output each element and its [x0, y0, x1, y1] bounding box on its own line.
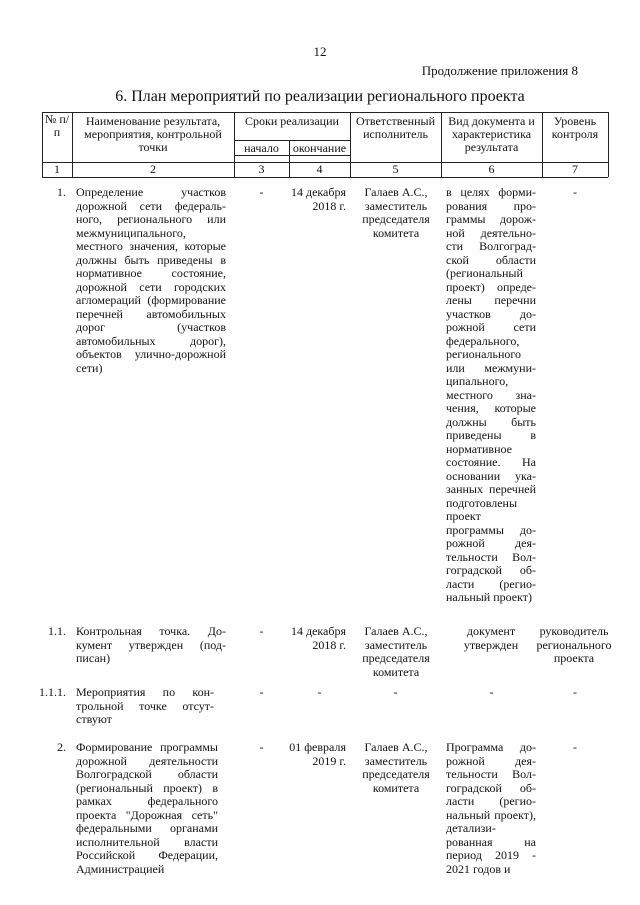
- row-start: -: [259, 740, 264, 754]
- row-start: -: [259, 685, 264, 699]
- col-number: 1: [54, 162, 60, 176]
- col-number: 6: [488, 162, 495, 176]
- row-end: 01 февраля 2019 г.: [289, 740, 346, 768]
- row-end: 14 декабря 2018 г.: [290, 185, 346, 213]
- header-doc: Вид документа и характеристика результата: [448, 114, 535, 154]
- row-executor: -: [393, 685, 398, 699]
- row-name: Определение участков дорожной сети федерального, регионального или межмуниципального, местного значения, которые должны быть приведены в нормативное состояние, дорожной сети городских агломераций (формирование перечней автомобильных дорог (участков автомобильных дорог), объектов улично-дорожной сети): [76, 185, 226, 375]
- header-num: № п/п: [44, 112, 70, 139]
- header-name: Наименование результата, мероприятия, контрольной точки: [84, 114, 222, 154]
- page-number: 12: [313, 44, 327, 59]
- header-control: Уровень контроля: [551, 114, 599, 141]
- row-control: -: [573, 685, 577, 699]
- row-num: 1.1.: [48, 624, 66, 638]
- row-start: -: [259, 624, 264, 638]
- row-name: Контрольная точка. Документ утвержден (подписан): [76, 624, 226, 665]
- header-end: окончание: [292, 141, 347, 155]
- row-control: -: [573, 740, 577, 754]
- header-start: начало: [244, 141, 279, 155]
- row-name: Формирование программы дорожной деятельности Волгоградской области (региональный проект) в рамках федерального проекта "Дорожная сеть" федеральными органами исполнительной власти Российской Федерации, Администрацией: [76, 740, 218, 876]
- col-number: 4: [316, 162, 323, 176]
- col-number: 2: [150, 162, 156, 176]
- col-number: 5: [392, 162, 399, 176]
- col-number: 7: [572, 162, 578, 176]
- row-executor: Галаев А.С., заместитель председателя комитета: [362, 624, 430, 679]
- row-num: 2.: [57, 740, 66, 754]
- appendix-note: Продолжение приложения 8: [421, 63, 578, 78]
- row-end: 14 декабря 2018 г.: [290, 624, 346, 652]
- row-doc: Программа дорожной деятельности Волгоградской области (региональный проект), детализированная на период 2019 - 2021 годов и: [446, 740, 536, 876]
- row-executor: Галаев А.С., заместитель председателя комитета: [362, 740, 430, 795]
- row-name: Мероприятия по контрольной точке отсутствуют: [76, 685, 214, 726]
- row-control: руководитель регионального проекта: [536, 624, 612, 665]
- page-title: 6. План мероприятий по реализации регионального проекта: [115, 88, 525, 105]
- row-control: -: [573, 185, 577, 199]
- row-doc: документ утвержден: [463, 624, 519, 652]
- row-doc: -: [489, 685, 494, 699]
- row-executor: Галаев А.С., заместитель председателя комитета: [362, 185, 430, 240]
- header-terms: Сроки реализации: [245, 114, 339, 128]
- header-executor: Ответственный исполнитель: [355, 114, 436, 141]
- row-end: -: [317, 685, 322, 699]
- row-num: 1.1.1.: [39, 685, 66, 699]
- row-start: -: [259, 185, 264, 199]
- row-doc: в целях формирования программы дорожной деятельности Волгоградской области (региональный проект) определены перечни участков дорожной сети федерального, регионального или межмуниципального, местного значения, которые должны быть приведены в нормативное состояние. На основании указанных перечней подготовлены проект программы дорожной деятельности Волгоградской области (региональный проект): [446, 185, 536, 604]
- row-num: 1.: [57, 185, 66, 199]
- col-number: 3: [258, 162, 265, 176]
